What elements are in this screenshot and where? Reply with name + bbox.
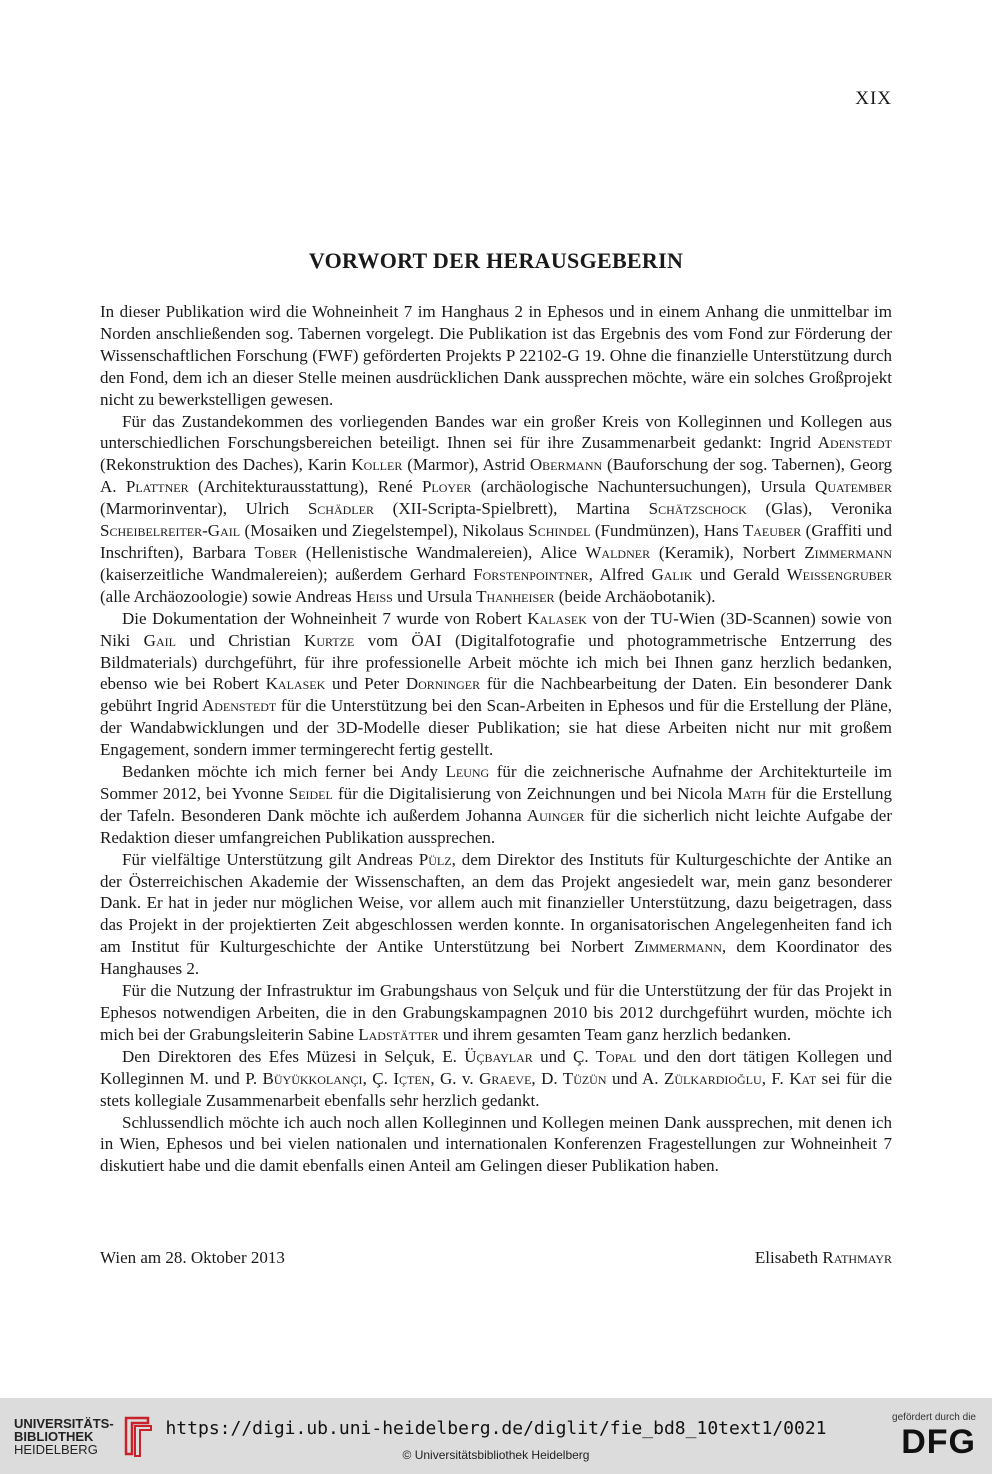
text-run: K bbox=[351, 455, 364, 475]
text-run: und Christian bbox=[175, 630, 305, 650]
text-run: für die Digitalisierung von Zeichnungen und bei Nicola bbox=[332, 783, 728, 803]
text-run: , G. v. bbox=[430, 1068, 480, 1088]
signature-row bbox=[100, 1248, 892, 1268]
paragraph bbox=[100, 1112, 892, 1178]
text-run: für die sicherlich nicht leichte Aufgabe der Redaktion dieser umfangreichen Publikation aussprechen. bbox=[100, 805, 892, 847]
small-caps-name: raeve bbox=[491, 1068, 532, 1088]
author-signature bbox=[755, 1248, 892, 1268]
text-run: (Bauforschung der sog. Tabernen), Georg A. bbox=[100, 455, 892, 497]
text-run: T bbox=[595, 1046, 607, 1066]
text-run: Z bbox=[634, 937, 645, 957]
small-caps-name: ülz bbox=[428, 849, 452, 869]
small-caps-name: çten bbox=[398, 1068, 431, 1088]
small-caps-name: ail bbox=[220, 521, 241, 541]
small-caps-name: urtze bbox=[316, 630, 355, 650]
small-caps-name: at bbox=[801, 1068, 817, 1088]
text-run: (Graffiti und Inschriften), Barbara bbox=[100, 521, 892, 562]
text-run: und Ursula bbox=[392, 586, 477, 606]
text-run: , dem Direktor des Instituts für Kulturgeschichte der Antike an der Österreichischen Akademie der Wissenschaften, an dem das Projekt angesiedelt war, mein ganz besonderer Dank. Er hat in jeder nur möglichen Weise, vor allem auch mit finanzieller Unterstützung, dazu beigetragen, dass das Projekt in der projektierten Zeit abgeschlossen werden konnte. In organisatorischen Angelegenheiten fand ich am Institut für Kulturgeschichte der Antike Unterstützung bei Norbert bbox=[100, 849, 893, 957]
small-caps-name: chädler bbox=[317, 499, 374, 519]
text-run: (alle Archäozoologie) sowie Andreas bbox=[100, 586, 356, 606]
page-number: XIX bbox=[855, 88, 892, 109]
text-run: A bbox=[201, 696, 215, 716]
text-run: Z bbox=[804, 542, 815, 562]
text-run: S bbox=[648, 499, 659, 519]
text-run: , Ç. bbox=[362, 1068, 394, 1088]
text-run: (Keramik), Norbert bbox=[650, 542, 805, 562]
text-run: Q bbox=[815, 477, 828, 497]
text-run: P bbox=[125, 477, 136, 497]
text-run: und ihrem gesamten Team ganz herzlich bedanken. bbox=[438, 1024, 792, 1044]
small-caps-name: aldner bbox=[601, 542, 651, 562]
text-run: S bbox=[307, 499, 318, 519]
text-run: und Gerald bbox=[692, 564, 787, 584]
footer-bar bbox=[0, 1398, 992, 1474]
small-caps-name: orstenpointner bbox=[482, 564, 589, 584]
text-run: P bbox=[421, 477, 432, 497]
paragraph bbox=[100, 980, 892, 1046]
text-run: (Mosaiken und Ziegelstempel), Nikolaus bbox=[240, 521, 529, 541]
text-run: K bbox=[527, 608, 540, 628]
text-run: , Alfred bbox=[588, 564, 652, 584]
text-run: Für vielfältige Unterstützung gilt Andreas bbox=[122, 849, 419, 869]
small-caps-name: opal bbox=[606, 1046, 637, 1066]
small-caps-name: cheibelreiter bbox=[109, 521, 203, 541]
small-caps-name: uatember bbox=[827, 477, 892, 497]
library-line-1: UNIVERSITÄTS- bbox=[14, 1415, 114, 1431]
small-caps-name: ath bbox=[742, 783, 767, 803]
author-rest: athmayr bbox=[833, 1248, 892, 1267]
small-caps-name: chindel bbox=[537, 521, 591, 541]
small-caps-name: lattner bbox=[135, 477, 189, 497]
text-run: für die Erstellung der Tafeln. Besonderen Dank möchte ich außerdem Johanna bbox=[100, 783, 892, 825]
small-caps-name: immermann bbox=[644, 937, 722, 957]
text-run: und Ç. bbox=[532, 1046, 596, 1066]
text-run: Schlussendlich möchte ich auch noch allen Kolleginnen und Kollegen meinen Dank aussprechen, mit denen ich in Wien, Ephesos und bei vielen nationalen und internationalen Konferenzen Fragestellungen zur Wohneinheit 7 diskutiert habe und die damit ebenfalls einen Anteil am Gelingen dieser Publikation haben. bbox=[100, 1112, 892, 1176]
text-run: L bbox=[358, 1024, 369, 1044]
small-caps-name: üzün bbox=[573, 1068, 607, 1088]
small-caps-name: eung bbox=[455, 762, 490, 782]
text-run: A bbox=[526, 805, 540, 825]
text-run: S bbox=[528, 521, 538, 541]
small-caps-name: ober bbox=[264, 542, 297, 562]
text-run: In dieser Publikation wird die Wohneinheit 7 im Hanghaus 2 in Ephesos und in einem Anhang die unmittelbar im Norden anschließenden sog. Tabernen vorgelegt. Die Publikation ist das Ergebnis des vom Fond zur Förderung der Wissenschaftlichen Forschung (FWF) geförderten Projekts P 22102-G 19. Ohne die finanzielle Unterstützung durch den Fond, dem ich an dieser Stelle meinen ausdrücklichen Dank aussprechen möchte, wäre ein solches Großprojekt nicht zu bewerkstelligen gewesen. bbox=[100, 302, 892, 409]
text-run: Bedanken möchte ich mich ferner bei Andy bbox=[122, 762, 446, 782]
text-run: F bbox=[473, 564, 483, 584]
text-run: A bbox=[817, 433, 830, 453]
small-caps-name: hanheiser bbox=[486, 586, 555, 606]
text-run: Ü bbox=[464, 1046, 477, 1066]
copyright-notice: © Universitätsbibliothek Heidelberg bbox=[402, 1448, 590, 1462]
place-date: Wien am 28. Oktober 2013 bbox=[100, 1248, 285, 1267]
small-caps-name: eidel bbox=[298, 783, 333, 803]
small-caps-name: eissengruber bbox=[802, 564, 892, 584]
small-caps-name: bermann bbox=[542, 455, 603, 475]
text-run: T bbox=[742, 521, 754, 541]
small-caps-name: denstedt bbox=[214, 696, 277, 716]
text-run: Die Dokumentation der Wohneinheit 7 wurde von Robert bbox=[122, 608, 528, 628]
dfg-logo[interactable] bbox=[892, 1412, 976, 1461]
text-run: M bbox=[727, 783, 743, 803]
text-run: , D. bbox=[531, 1068, 563, 1088]
paragraph bbox=[100, 411, 892, 608]
text-run: G bbox=[479, 1068, 492, 1088]
text-run: (beide Archäobotanik). bbox=[554, 586, 716, 606]
paragraph bbox=[100, 301, 892, 411]
text-run: (Hellenistische Wandmalereien), Alice bbox=[296, 542, 586, 562]
text-run: L bbox=[445, 762, 456, 782]
text-run: (Marmorinventar), Ulrich bbox=[100, 499, 308, 519]
paragraph bbox=[100, 608, 892, 761]
text-run: H bbox=[355, 586, 369, 606]
text-run: , F. bbox=[761, 1068, 790, 1088]
text-run: W bbox=[786, 564, 803, 584]
text-run: G bbox=[651, 564, 664, 584]
small-caps-name: orninger bbox=[418, 674, 481, 694]
text-run: (Fundmünzen), Hans bbox=[590, 521, 743, 541]
text-run: S bbox=[100, 521, 110, 541]
text-run: P bbox=[418, 849, 429, 869]
text-run: T bbox=[254, 542, 265, 562]
text-run: und A. bbox=[606, 1068, 664, 1088]
text-run: Z bbox=[663, 1068, 675, 1088]
small-caps-name: aeuber bbox=[753, 521, 802, 541]
text-run: vom ÖAI (Digitalfotografie und photogrammetrische Entzerrung des Bildmaterials) durchgeführt, für ihre professionelle Arbeit möchte ich mich bei Ihnen ganz herzlich bedanken, ebenso wie bei Robert bbox=[100, 630, 892, 694]
library-line-2: BIBLIOTHEK bbox=[14, 1428, 94, 1444]
small-caps-name: chätzschock bbox=[658, 499, 747, 519]
small-caps-name: alasek bbox=[539, 608, 587, 628]
small-caps-name: ülkardioğlu bbox=[674, 1068, 762, 1088]
paragraph bbox=[100, 849, 892, 980]
text-run: S bbox=[288, 783, 299, 803]
text-run: von der TU-Wien (3D-Scannen) sowie von Niki bbox=[100, 608, 892, 650]
text-run: T bbox=[562, 1068, 574, 1088]
text-run: für die Nachbearbeitung der Daten. Ein besonderer Dank gebührt Ingrid bbox=[100, 674, 892, 716]
text-run: D bbox=[405, 674, 419, 694]
small-caps-name: adstätter bbox=[368, 1024, 439, 1044]
small-caps-name: çbaylar bbox=[476, 1046, 533, 1066]
text-run: O bbox=[529, 455, 543, 475]
text-run: (archäologische Nachuntersuchungen), Ursula bbox=[471, 477, 816, 497]
text-run: und Peter bbox=[325, 674, 406, 694]
small-caps-name: denstedt bbox=[830, 433, 892, 453]
text-run: (Architekturausstattung), René bbox=[188, 477, 422, 497]
library-line-3: HEIDELBERG bbox=[14, 1441, 98, 1457]
text-run: Für die Nutzung der Infrastruktur im Grabungshaus von Selçuk und für die Unterstützung der für das Projekt in Ephesos notwendigen Arbeiten, die in den Grabungskampagnen 2010 bis 2012 durchgeführt wurden, möchte ich mich bei der Grabungsleiterin Sabine bbox=[100, 981, 892, 1044]
text-run: (Rekonstruktion des Daches), Karin bbox=[100, 455, 352, 475]
text-run: (Marmor), Astrid bbox=[402, 455, 530, 475]
small-caps-name: eiss bbox=[368, 586, 393, 606]
small-caps-name: loyer bbox=[431, 477, 472, 497]
dfg-caption: gefördert durch die bbox=[892, 1412, 976, 1423]
page-title: VORWORT DER HERAUSGEBERIN bbox=[308, 248, 684, 273]
text-run: und den dort tätigen Kollegen und Kolleginnen M. und P. bbox=[100, 1046, 892, 1088]
small-caps-name: uinger bbox=[539, 805, 585, 825]
body-text bbox=[100, 301, 892, 1177]
text-run: G bbox=[143, 630, 156, 650]
text-run: (kaiserzeitliche Wandmalereien); außerdem Gerhard bbox=[100, 564, 474, 584]
text-run: K bbox=[265, 674, 278, 694]
small-caps-name: immermann bbox=[814, 542, 892, 562]
text-run: , dem Koordinator des Hanghauses 2. bbox=[100, 937, 892, 979]
text-run: I bbox=[393, 1068, 399, 1088]
text-run: für die zeichnerische Aufnahme der Architekturteile im Sommer 2012, bei Yvonne bbox=[100, 762, 892, 803]
text-run: für die Unterstützung bei den Scan-Arbeiten in Ephesos und für die Erstellung der Pläne, der Wandabwicklungen und der 3D-Modelle dieser Publikation; sie hat diese Arbeiten nicht nur mit großem Engagement, sondern immer termingerecht fertig gestellt. bbox=[100, 696, 892, 760]
text-run: W bbox=[585, 542, 602, 562]
small-caps-name: alik bbox=[663, 564, 693, 584]
dfg-wordmark: DFG bbox=[901, 1423, 976, 1461]
small-caps-name: ail bbox=[155, 630, 176, 650]
small-caps-name: alasek bbox=[277, 674, 326, 694]
text-run: -G bbox=[202, 521, 221, 541]
text-run: B bbox=[262, 1068, 274, 1088]
paragraph bbox=[100, 761, 892, 849]
text-run: Den Direktoren des Efes Müzesi in Selçuk, E. bbox=[122, 1046, 465, 1066]
text-run: (Glas), Veronika bbox=[746, 499, 892, 519]
author-first: Elisabeth R bbox=[754, 1248, 834, 1267]
text-run: T bbox=[476, 586, 487, 606]
small-caps-name: oller bbox=[363, 455, 403, 475]
text-run: K bbox=[789, 1068, 802, 1088]
text-run: (XII-Scripta-Spielbrett), Martina bbox=[373, 499, 649, 519]
text-run: Für das Zustandekommen des vorliegenden Bandes war ein großer Kreis von Kolleginnen und Kollegen aus unterschiedlichen Forschungsbereichen beteiligt. Ihnen sei für ihre Zusammenarbeit gedankt: Ingrid bbox=[100, 411, 892, 453]
paragraph bbox=[100, 1046, 892, 1112]
source-url[interactable]: https://digi.ub.uni-heidelberg.de/diglit/fie_bd8_10text1/0021 bbox=[165, 1418, 827, 1439]
small-caps-name: üyükkolançi bbox=[273, 1068, 363, 1088]
text-run: K bbox=[304, 630, 317, 650]
text-run: sei für die stets kollegiale Zusammenarbeit ebenfalls sehr herzlich gedankt. bbox=[100, 1068, 892, 1110]
